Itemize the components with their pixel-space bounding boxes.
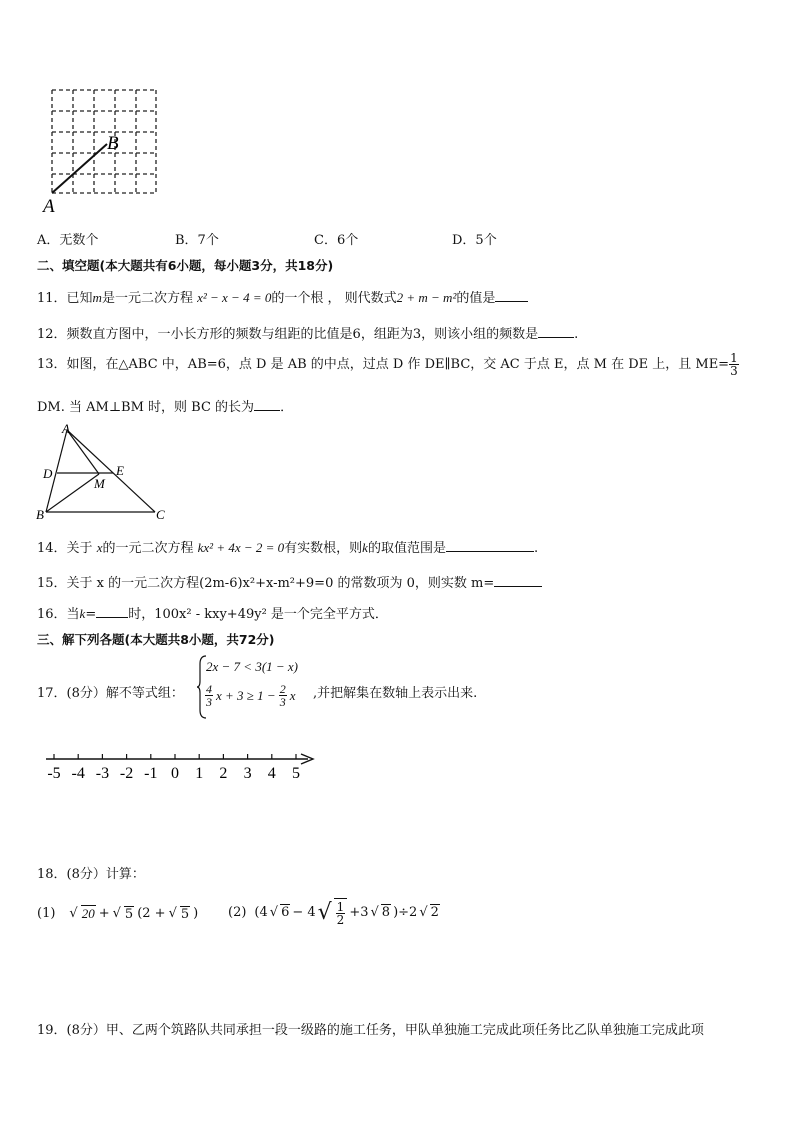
q18-p1-label: (1) xyxy=(37,906,56,921)
q13-frac-num: 1 xyxy=(730,351,738,365)
q17-ineq2-mid: x + 3 ≥ 1 − xyxy=(216,687,276,703)
number-line-tick-label: 5 xyxy=(292,765,300,782)
q15-answer-blank[interactable] xyxy=(494,574,542,587)
q13-answer-blank[interactable] xyxy=(254,398,280,411)
option-a: A．无数个 xyxy=(37,233,99,248)
q14-end: . xyxy=(533,541,539,556)
option-b: B．7个 xyxy=(175,233,219,248)
sqrt-symbol-icon: √ xyxy=(269,904,279,920)
q13-text2: DM. 当 AM⊥BM 时，则 BC 的长为 xyxy=(37,400,255,415)
q18-part2 xyxy=(228,898,440,926)
q17-frac1-num: 4 xyxy=(206,682,212,696)
tri-label-e: E xyxy=(116,463,124,478)
q18-p2-open: (4 xyxy=(254,904,268,920)
q18-p1-rest: (2 + xyxy=(137,906,166,921)
q16-answer-blank[interactable] xyxy=(96,605,128,618)
q17-suffix: ,并把解集在数轴上表示出来. xyxy=(313,686,478,701)
grid-figure xyxy=(40,85,165,217)
q18-p2-div: )÷2 xyxy=(393,904,418,920)
q17-frac1 xyxy=(205,683,213,708)
q11-answer-blank[interactable] xyxy=(495,289,528,302)
q18-p1-plus: + xyxy=(98,906,110,921)
q14-text2: 有实数根，则 xyxy=(284,541,363,556)
q17-frac2 xyxy=(279,683,287,708)
q17-ineq2-end: x xyxy=(289,687,296,703)
q14-text1: 的一元二次方程 xyxy=(102,541,194,556)
number-line-tick-label: -2 xyxy=(119,765,134,782)
q16 xyxy=(37,603,388,622)
q18-p2-r2: 8 xyxy=(381,905,391,920)
q17-frac1-den: 3 xyxy=(206,695,212,709)
tri-label-c: C xyxy=(156,507,165,522)
number-line xyxy=(40,748,320,784)
q11-prefix: 11．已知 xyxy=(37,291,93,306)
number-line-tick-label: 3 xyxy=(243,765,252,782)
q11-var-m: m xyxy=(92,290,102,305)
q18-p2-fden: 2 xyxy=(336,913,345,927)
q13-text1: 13．如图，在△ABC 中，AB=6，点 D 是 AB 的中点，过点 D 作 DE∥BC，交 AC 于点 E，点 M 在 DE 上，且 ME= xyxy=(37,357,730,372)
q18-part1 xyxy=(37,905,198,922)
q18-p2-label: (2) xyxy=(228,904,247,920)
sqrt-symbol-icon: √ xyxy=(317,899,332,925)
q12-text: 12．频数直方图中，一小长方形的频数与组距的比值是6，组距为3，则该小组的频数是 xyxy=(37,327,539,342)
q17-ineq2 xyxy=(205,683,295,708)
q17-label: 17．(8分）解不等式组： xyxy=(37,686,184,701)
sqrt-symbol-icon: √ xyxy=(370,904,379,920)
q15 xyxy=(37,572,542,591)
number-line-tick-label: 2 xyxy=(219,765,228,782)
q18-p2-frac xyxy=(334,898,348,926)
q11-expression: 2 + m − m² xyxy=(396,290,457,305)
sqrt-symbol-icon: √ xyxy=(168,906,177,921)
number-line-tick-label: 4 xyxy=(267,765,276,782)
q16-eq: = xyxy=(85,607,97,622)
q13-frac-den: 3 xyxy=(730,364,738,378)
number-line-tick-label: 0 xyxy=(171,765,179,782)
q11 xyxy=(37,287,528,306)
grid-label-b: B xyxy=(107,133,119,154)
number-line-tick-label: -3 xyxy=(95,765,110,782)
segment-ab xyxy=(52,144,107,193)
number-line-tick-label: 1 xyxy=(195,765,204,782)
tri-label-d: D xyxy=(43,466,53,481)
q17-ineq1: 2x − 7 < 3(1 − x) xyxy=(206,659,299,674)
triangle-figure xyxy=(33,420,173,522)
q18-p2-r1: 6 xyxy=(281,905,290,920)
sqrt-symbol-icon: √ xyxy=(69,906,78,921)
section3-heading: 三、解下列各题(本大题共8小题，共72分) xyxy=(37,632,275,647)
q12-answer-blank[interactable] xyxy=(538,325,574,338)
q13-line1 xyxy=(37,352,739,377)
q14-answer-blank[interactable] xyxy=(446,539,534,552)
q11-text2: 的一个根 ， 则代数式 xyxy=(271,291,397,306)
q18-p2-minus: − 4 xyxy=(292,904,316,920)
q11-text3: 的值是 xyxy=(456,291,496,306)
q18-label: 18．(8分）计算： xyxy=(37,867,145,882)
q15-text: 15．关于 x 的一元二次方程(2m-6)x²+x-m²+9=0 的常数项为 0，则实数 m= xyxy=(37,576,495,591)
q13-text2-end: ． xyxy=(280,400,294,415)
tri-label-b: B xyxy=(36,507,44,522)
grid-label-a: A xyxy=(43,196,55,217)
tri-label-m: M xyxy=(94,476,105,491)
number-line-tick-label: -1 xyxy=(144,765,158,782)
q14-var-k: k xyxy=(362,540,368,555)
q14-var-x: x xyxy=(96,540,103,555)
sqrt-symbol-icon: √ xyxy=(112,906,121,921)
q16-prefix: 16．当 xyxy=(37,607,80,622)
q17-frac2-num: 2 xyxy=(279,682,286,696)
q13-fraction xyxy=(729,352,739,377)
q14 xyxy=(37,537,538,556)
section2-heading: 二、填空题(本大题共有6小题，每小题3分，共18分) xyxy=(37,258,334,273)
q12: 12．频数直方图中，一小长方形的频数与组距的比值是6，组距为3，则该小组的频数是 . xyxy=(37,327,579,342)
q14-text3: 的取值范围是 xyxy=(367,541,446,556)
q18-p1-r1: 20 xyxy=(81,906,95,921)
q19: 19．(8分）甲、乙两个筑路队共同承担一段一级路的施工任务，甲队单独施工完成此项任务比乙队单独施工完成此项 xyxy=(37,1023,704,1038)
q16-text1: 时，100x² - kxy+49y² 是一个完全平方式． xyxy=(128,607,388,622)
q16-var-k: k xyxy=(79,606,86,621)
sqrt-symbol-icon: √ xyxy=(419,904,428,920)
option-c: C．6个 xyxy=(314,233,359,248)
number-line-tick-label: -5 xyxy=(47,765,61,782)
q18-p2-plus: +3 xyxy=(349,904,369,920)
q13-line2 xyxy=(37,396,293,415)
q11-text1: 是一元二次方程 xyxy=(101,291,193,306)
q18-p1-close: ) xyxy=(193,906,199,921)
q18-p1-r3: 5 xyxy=(180,906,190,922)
number-line-tick-label: -4 xyxy=(71,765,85,782)
q11-equation: x² − x − 4 = 0 xyxy=(197,290,272,305)
q18-p1-r2: 5 xyxy=(124,906,134,922)
option-d: D．5个 xyxy=(452,233,497,248)
q18-p2-r3: 2 xyxy=(430,905,439,920)
q14-prefix: 14．关于 xyxy=(37,541,93,556)
q18-p2-fnum: 1 xyxy=(336,900,345,914)
q17-frac2-den: 3 xyxy=(279,695,286,709)
q14-equation: kx² + 4x − 2 = 0 xyxy=(197,540,285,555)
tri-label-a: A xyxy=(62,421,70,436)
